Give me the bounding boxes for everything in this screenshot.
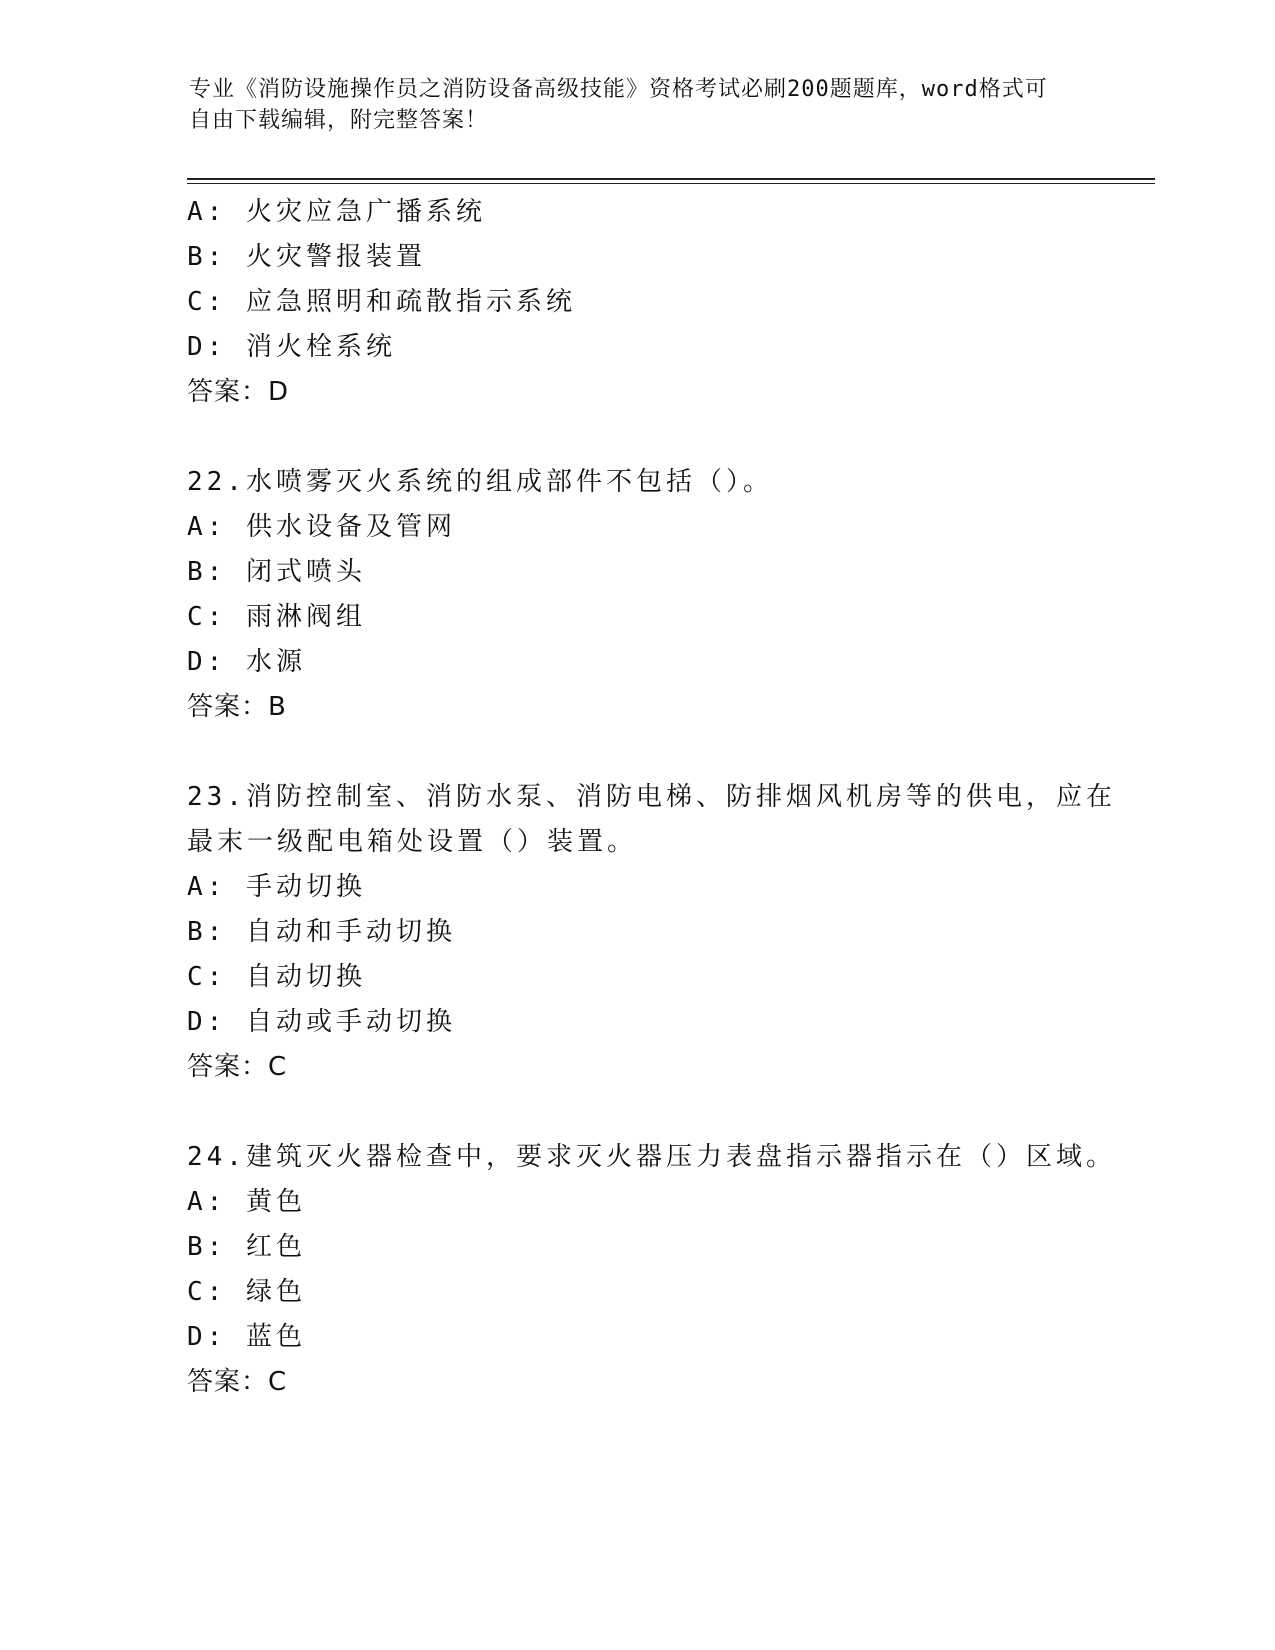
q24-option-a: A: 黄色 [187, 1187, 306, 1217]
q23-option-a: A: 手动切换 [187, 872, 366, 902]
q21-option-d: D: 消火栓系统 [187, 332, 396, 362]
q24-option-b: B: 红色 [187, 1232, 306, 1262]
q21-option-b: B: 火灾警报装置 [187, 242, 426, 272]
q23-option-c: C: 自动切换 [187, 962, 366, 992]
q22-answer: 答案：B [187, 692, 287, 722]
header-divider-thin [187, 183, 1155, 184]
document-header: 专业《消防设施操作员之消防设备高级技能》资格考试必刷200题题库，word格式可自由下载编辑，附完整答案！ [189, 77, 1048, 133]
q24-answer: 答案：C [187, 1367, 288, 1397]
q22-option-d: D: 水源 [187, 647, 306, 677]
q23-stem-line1: 23.消防控制室、消防水泵、消防电梯、防排烟风机房等的供电，应在 [187, 782, 1116, 812]
q22-option-a: A: 供水设备及管网 [187, 512, 456, 542]
q23-answer: 答案：C [187, 1052, 288, 1082]
q24-stem: 24.建筑灭火器检查中，要求灭火器压力表盘指示器指示在（）区域。 [187, 1142, 1116, 1172]
q22-option-b: B: 闭式喷头 [187, 557, 366, 587]
q21-answer: 答案：D [187, 377, 290, 407]
q24-option-c: C: 绿色 [187, 1277, 306, 1307]
q22-stem: 22.水喷雾灭火系统的组成部件不包括（）。 [187, 467, 773, 497]
header-divider-thick [187, 178, 1155, 180]
q24-option-d: D: 蓝色 [187, 1322, 306, 1352]
q23-option-d: D: 自动或手动切换 [187, 1007, 456, 1037]
q23-stem-line2: 最末一级配电箱处设置（）装置。 [187, 827, 638, 857]
q21-option-c: C: 应急照明和疏散指示系统 [187, 287, 576, 317]
q22-option-c: C: 雨淋阀组 [187, 602, 366, 632]
q21-option-a: A: 火灾应急广播系统 [187, 197, 486, 227]
q23-option-b: B: 自动和手动切换 [187, 917, 456, 947]
